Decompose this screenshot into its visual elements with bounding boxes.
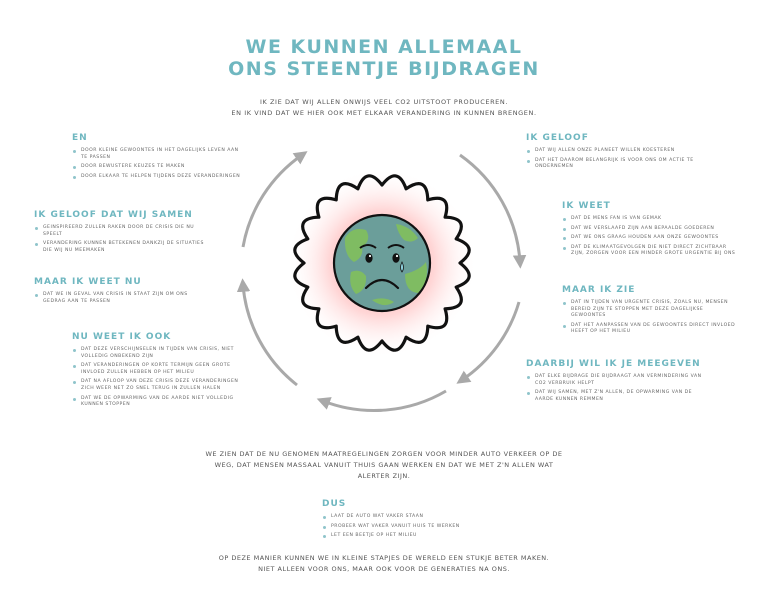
- list-item: DAT DE MENS FAN IS VAN GEMAK: [562, 216, 737, 223]
- section-nu-weet: [72, 332, 242, 412]
- outro-line-2: NIET ALLEEN VOOR ONS, MAAR OOK VOOR DE GENERATIES NA ONS.: [258, 565, 510, 573]
- list-item: DOOR BEWUSTERE KEUZES TE MAKEN: [72, 164, 242, 171]
- section-weet: [562, 201, 737, 261]
- cycle-arrow-bottom-left: [323, 391, 446, 411]
- title-line-1: WE KUNNEN ALLEMAAL: [245, 36, 523, 58]
- cycle-arrow-bottom-right: [462, 302, 519, 380]
- cycle-arrow-left: [243, 285, 297, 385]
- list-item: VERANDERING KUNNEN BETEKENEN DANKZIJ DE SITUATIES DIE WIJ NU MEEMAKEN: [34, 241, 209, 254]
- section-nu-weet-title: NU WEET IK OOK: [72, 332, 172, 342]
- intro-line-2: EN IK VIND DAT WE HIER OOK MET ELKAAR VERANDERING IN KUNNEN BRENGEN.: [231, 109, 537, 117]
- section-meegeven-list: [526, 374, 706, 403]
- section-nu-weet-list: [72, 347, 242, 409]
- section-maar-weet-title: MAAR IK WEET NU: [34, 277, 142, 287]
- section-meegeven: [526, 359, 706, 406]
- list-item: PROBEER WAT VAKER VANUIT HUIS TE WERKEN: [322, 524, 472, 531]
- outro-text: [0, 553, 768, 575]
- list-item: DAT DEZE VERSCHIJNSELEN IN TIJDEN VAN CRISIS, NIET VOLLEDIG ONBEKEND ZIJN: [72, 347, 242, 360]
- section-weet-list: [562, 216, 737, 258]
- section-dus-list: [322, 514, 472, 540]
- section-zie-title: MAAR IK ZIE: [562, 285, 636, 295]
- section-en: [72, 133, 242, 183]
- section-geloof-samen: [34, 210, 209, 257]
- section-weet-title: IK WEET: [562, 201, 611, 211]
- list-item: DAT DE KLIMAATGEVOLGEN DIE NIET DIRECT ZICHTBAAR ZIJN, ZORGEN VOOR EEN MINDER GROTE URGENTIE BIJ ONS: [562, 245, 737, 258]
- list-item: DAT VERANDERINGEN OP KORTE TERMIJN GEEN GROTE INVLOED ZULLEN HEBBEN OP HET MILIEU: [72, 363, 242, 376]
- section-meegeven-title: DAARBIJ WIL IK JE MEEGEVEN: [526, 359, 701, 369]
- section-zie: [562, 285, 737, 339]
- list-item: DAT HET DAAROM BELANGRIJK IS VOOR ONS OM ACTIE TE ONDERNEMEN: [526, 158, 704, 171]
- list-item: DAT ELKE BIJDRAGE DIE BIJDRAAGT AAN VERMINDERING VAN CO2 VERBRUIK HELPT: [526, 374, 706, 387]
- section-dus-title: DUS: [322, 499, 347, 509]
- list-item: DAT WIJ SAMEN, MET Z'N ALLEN, DE OPWARMING VAN DE AARDE KUNNEN REMMEN: [526, 390, 706, 403]
- section-en-title: EN: [72, 133, 88, 143]
- section-geloof-title: IK GELOOF: [526, 133, 589, 143]
- intro-line-1: IK ZIE DAT WIJ ALLEN ONWIJS VEEL CO2 UITSTOOT PRODUCEREN.: [259, 98, 509, 106]
- section-geloof-list: [526, 148, 704, 171]
- list-item: DOOR KLEINE GEWOONTES IN HET DAGELIJKS LEVEN AAN TE PASSEN: [72, 148, 242, 161]
- section-geloof: [526, 133, 704, 174]
- list-item: LET EEN BEETJE OP HET MILIEU: [322, 533, 472, 540]
- section-maar-weet: [34, 277, 204, 308]
- list-item: DOOR ELKAAR TE HELPEN TIJDENS DEZE VERANDERINGEN: [72, 174, 242, 181]
- middle-text: WE ZIEN DAT DE NU GENOMEN MAATREGELINGEN ZORGEN VOOR MINDER AUTO VERKEER OP DE WEG, DAT MENSEN MASSAAL VANUIT THUIS GAAN WERKEN EN DAT WE MET Z'N ALLEN WAT ALERTER ZIJN.: [205, 450, 563, 480]
- section-dus: [322, 499, 472, 543]
- title-line-2: ONS STEENTJE BIJDRAGEN: [228, 58, 540, 80]
- section-geloof-samen-list: [34, 225, 209, 254]
- list-item: DAT WE DE OPWARMING VAN DE AARDE NIET VOLLEDIG KUNNEN STOPPEN: [72, 396, 242, 409]
- list-item: DAT WE VERSLAAFD ZIJN AAN BEPAALDE GOEDEREN: [562, 226, 737, 233]
- list-item: DAT IN TIJDEN VAN URGENTE CRISIS, ZOALS NU, MENSEN BEREID ZIJN TE STOPPEN MET DEZE DAGELIJKSE GEWOONTES: [562, 300, 737, 320]
- outro-line-1: OP DEZE MANIER KUNNEN WE IN KLEINE STAPJES DE WERELD EEN STUKJE BETER MAKEN.: [218, 554, 550, 562]
- section-geloof-samen-title: IK GELOOF DAT WIJ SAMEN: [34, 210, 193, 220]
- section-maar-weet-list: [34, 292, 204, 305]
- list-item: DAT WIJ ALLEN ONZE PLANEET WILLEN KOESTEREN: [526, 148, 704, 155]
- earth-globe: [334, 215, 430, 311]
- list-item: DAT NA AFLOOP VAN DEZE CRISIS DEZE VERANDERINGEN ZICH WEER NET ZO SNEL TERUG IN ZULLEN HALEN: [72, 379, 242, 392]
- list-item: DAT WE IN GEVAL VAN CRISIS IN STAAT ZIJN OM ONS GEDRAG AAN TE PASSEN: [34, 292, 204, 305]
- list-item: DAT HET AANPASSEN VAN DE GEWOONTES DIRECT INVLOED HEEFT OP HET MILIEU: [562, 323, 737, 336]
- list-item: LAAT DE AUTO WAT VAKER STAAN: [322, 514, 472, 521]
- list-item: DAT WE ONS GRAAG HOUDEN AAN ONZE GEWOONTES: [562, 235, 737, 242]
- section-en-list: [72, 148, 242, 180]
- list-item: GEINSPIREERD ZULLEN RAKEN DOOR DE CRISIS DIE NU SPEELT: [34, 225, 209, 238]
- section-zie-list: [562, 300, 737, 336]
